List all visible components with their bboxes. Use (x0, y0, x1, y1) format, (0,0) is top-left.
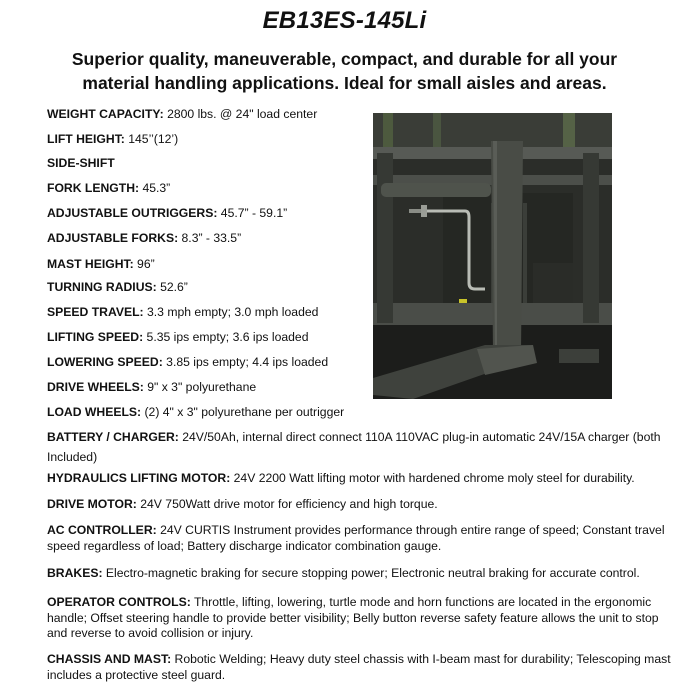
spec-value: 5.35 ips empty; 3.6 ips loaded (143, 330, 309, 344)
spec-operator-controls (47, 595, 677, 642)
spec-side-shift (47, 156, 115, 172)
spec-label: LOWERING SPEED: (47, 355, 163, 369)
spec-label: BRAKES: (47, 566, 103, 580)
spec-label: DRIVE WHEELS: (47, 380, 144, 394)
spec-turning-radius (47, 280, 188, 296)
spec-value: 9" x 3" polyurethane (143, 380, 257, 394)
spec-label: DRIVE MOTOR: (47, 497, 137, 511)
spec-hydraulics-lifting-motor (47, 471, 677, 487)
spec-value: 3.3 mph empty; 3.0 mph loaded (143, 305, 319, 319)
spec-load-wheels (47, 405, 344, 421)
spec-drive-wheels (47, 380, 256, 396)
product-photo (373, 113, 612, 399)
spec-adjustable-forks (47, 231, 241, 247)
spec-label: AC CONTROLLER: (47, 523, 157, 537)
spec-label: ADJUSTABLE OUTRIGGERS: (47, 206, 218, 220)
spec-value: Throttle, lifting, lowering, turtle mode and horn functions are located in the ergonomic handle; Offset steering handle to provide better visibility; Belly button reverse safety feature allows the unit to stop and reverse to avoid collision or injury. (47, 595, 659, 641)
spec-value: Electro-magnetic braking for secure stopping power; Electronic neutral braking for accurate control. (102, 566, 640, 580)
spec-value: 24V 750Watt drive motor for efficiency and high torque. (136, 497, 438, 511)
page-title: EB13ES-145Li (262, 7, 427, 34)
spec-value: 45.3” (139, 181, 171, 195)
spec-label: MAST HEIGHT: (47, 257, 134, 271)
spec-value: 24V/50Ah, internal direct connect 110A 110VAC plug-in automatic 24V/15A charger (both Included) (47, 430, 661, 464)
spec-value: 45.7” - 59.1” (217, 206, 288, 220)
spec-label: FORK LENGTH: (47, 181, 140, 195)
spec-label: ADJUSTABLE FORKS: (47, 231, 179, 245)
spec-chassis-and-mast (47, 652, 677, 683)
spec-drive-motor (47, 497, 677, 513)
spec-value: 52.6” (156, 280, 188, 294)
spec-label: LIFTING SPEED: (47, 330, 144, 344)
forklift-mast-illustration (373, 113, 612, 399)
spec-label: HYDRAULICS LIFTING MOTOR: (47, 471, 231, 485)
spec-label: CHASSIS AND MAST: (47, 652, 172, 666)
spec-lowering-speed (47, 355, 328, 371)
subtitle: Superior quality, maneuverable, compact, and durable for all your material handling applications. Ideal for small aisles and areas. (71, 49, 618, 93)
spec-value: 24V 2200 Watt lifting motor with hardened chrome moly steel for durability. (230, 471, 635, 485)
spec-lift-height (47, 132, 178, 148)
spec-value: 2800 lbs. @ 24" load center (163, 107, 318, 121)
spec-value: 8.3” - 33.5” (178, 231, 242, 245)
spec-value: (2) 4" x 3" polyurethane per outrigger (141, 405, 345, 419)
spec-label: LIFT HEIGHT: (47, 132, 125, 146)
spec-label: OPERATOR CONTROLS: (47, 595, 191, 609)
spec-label: BATTERY / CHARGER: (47, 430, 179, 444)
spec-value: 24V CURTIS Instrument provides performance through entire range of speed; Constant travel speed regardless of load; Battery discharge indicator combination gauge. (47, 523, 665, 553)
spec-value: 96” (133, 257, 155, 271)
spec-adjustable-outriggers (47, 206, 287, 222)
spec-label: TURNING RADIUS: (47, 280, 157, 294)
spec-fork-length (47, 181, 170, 197)
spec-label: SIDE-SHIFT (47, 156, 115, 170)
spec-label: SPEED TRAVEL: (47, 305, 144, 319)
spec-weight-capacity (47, 107, 317, 123)
spec-value: Robotic Welding; Heavy duty steel chassis with I-beam mast for durability; Telescoping mast includes a protective steel guard. (47, 652, 671, 682)
spec-mast-height (47, 257, 155, 273)
spec-ac-controller (47, 523, 677, 554)
spec-label: WEIGHT CAPACITY: (47, 107, 164, 121)
spec-battery-charger (47, 427, 677, 467)
spec-label: LOAD WHEELS: (47, 405, 142, 419)
spec-speed-travel (47, 305, 318, 321)
spec-brakes (47, 566, 677, 582)
spec-value: 145’’(12’) (124, 132, 179, 146)
spec-value: 3.85 ips empty; 4.4 ips loaded (162, 355, 329, 369)
spec-lifting-speed (47, 330, 308, 346)
